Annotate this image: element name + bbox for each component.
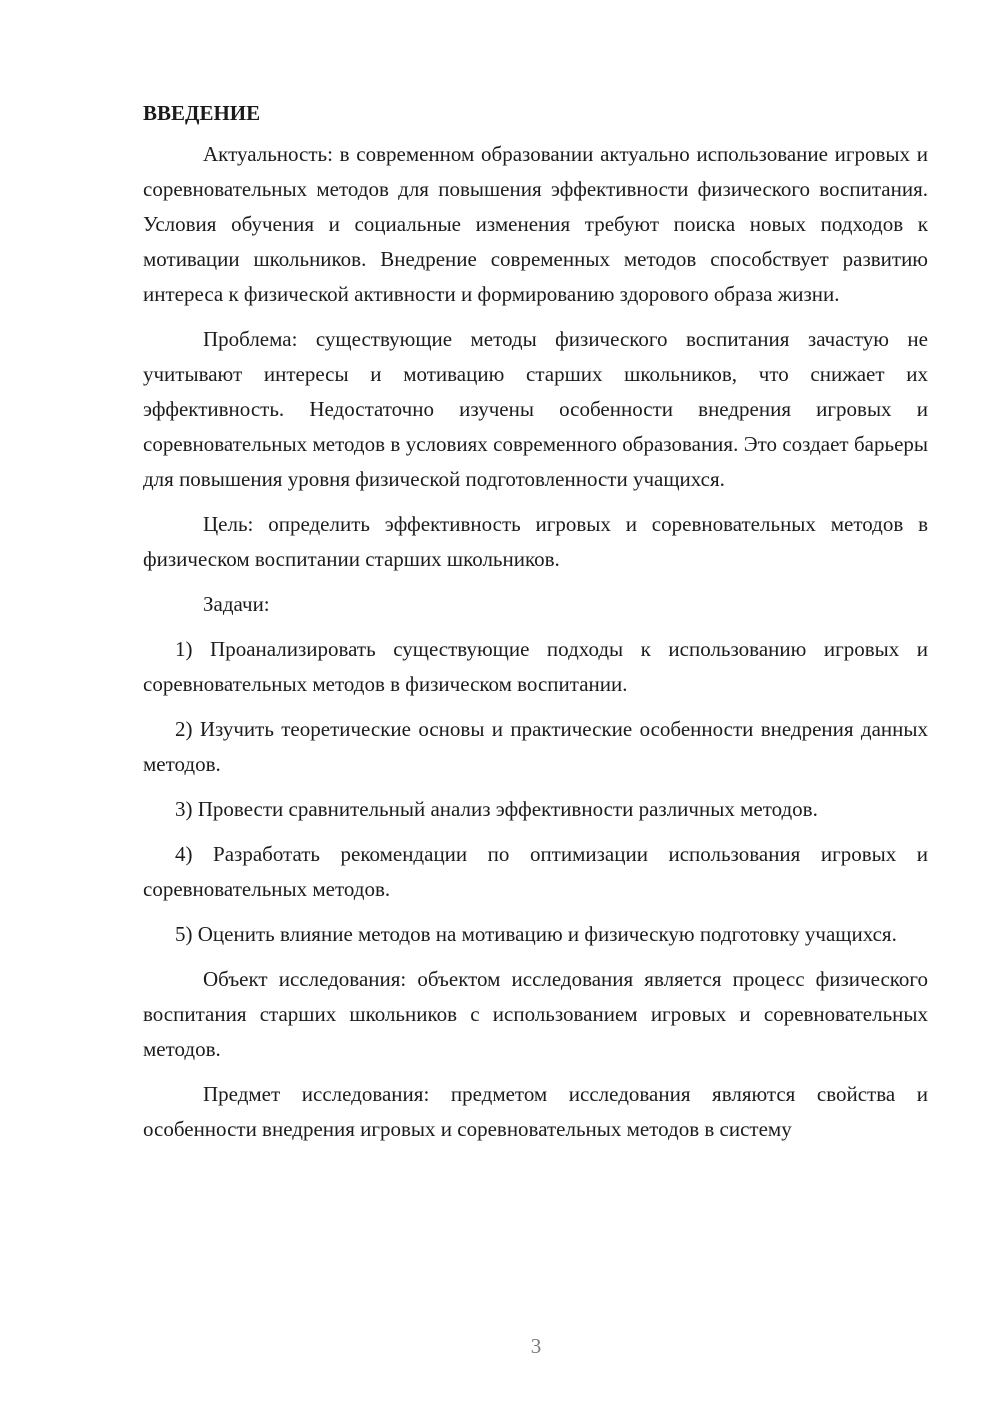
paragraph-goal: Цель: определить эффективность игровых и соревновательных методов в физическом воспитании старших школьников. [143,512,928,571]
task-item-1: 1) Проанализировать существующие подходы к использованию игровых и соревновательных методов в физическом воспитании. [143,637,928,696]
paragraph-object: Объект исследования: объектом исследования является процесс физического воспитания старших школьников с использованием игровых и соревновательных методов. [143,967,928,1061]
paragraph-subject: Предмет исследования: предметом исследования являются свойства и особенности внедрения игровых и соревновательных методов в систему [143,1082,928,1141]
section-title: ВВЕДЕНИЕ [143,101,261,125]
task-item-5: 5) Оценить влияние методов на мотивацию и физическую подготовку учащихся. [175,922,897,946]
paragraph-problem: Проблема: существующие методы физического воспитания зачастую не учитывают интересы и мотивацию старших школьников, что снижает их эффективность. Недостаточно изучены особенности внедрения игровых и соревновательных методов в условиях современного образования. Это создает барьеры для повышения уровня физической подготовленности учащихся. [143,327,928,491]
page-number: 3 [530,1334,542,1358]
task-item-3: 3) Провести сравнительный анализ эффективности различных методов. [175,797,818,821]
tasks-heading: Задачи: [203,592,270,616]
task-item-4: 4) Разработать рекомендации по оптимизации использования игровых и соревновательных методов. [143,842,928,901]
document-body [143,96,928,1147]
paragraph-relevance: Актуальность: в современном образовании актуально использование игровых и соревновательных методов для повышения эффективности физического воспитания. Условия обучения и социальные изменения требуют поиска новых подходов к мотивации школьников. Внедрение современных методов способствует развитию интереса к физической активности и формированию здорового образа жизни. [143,142,928,306]
task-item-2: 2) Изучить теоретические основы и практические особенности внедрения данных методов. [143,717,928,776]
